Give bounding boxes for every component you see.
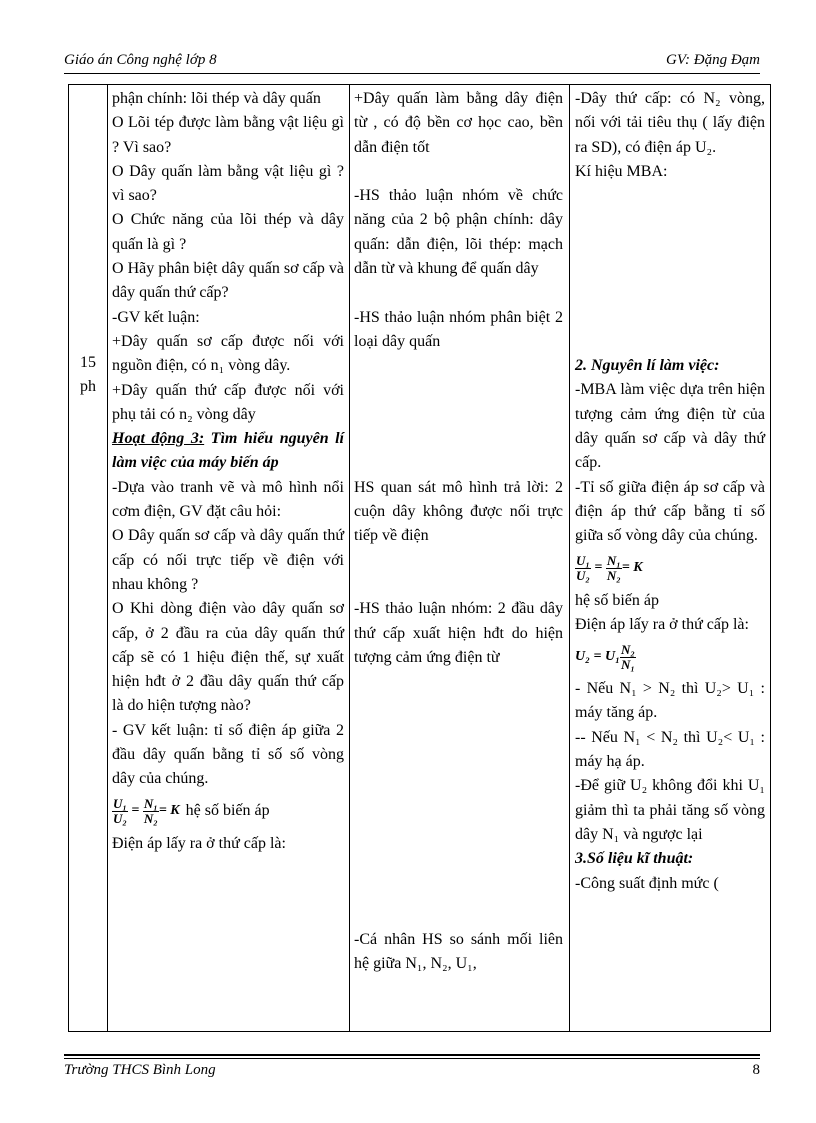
- fraction: [112, 797, 128, 826]
- teacher-line: O Hãy phân biệt dây quấn sơ cấp và dây quấn thứ cấp?: [112, 260, 344, 302]
- column-divider: [569, 85, 570, 1031]
- time-value: 15: [80, 354, 96, 371]
- student-line: -Cá nhân HS so sánh mối liên hệ giữa N₁, N₂, U₁,: [354, 931, 563, 973]
- content-line: - Nếu N₁ > N₂ thì U₂> U₁ : máy tăng áp.: [575, 680, 765, 722]
- teacher-line: O Khi dòng điện vào dây quấn sơ cấp, ở 2 đầu ra của dây quấn thứ cấp sẽ có 1 hiệu điện thế, sự xuất hiện hđt ở 2 đầu dây quấn thứ cấp là do hiện tượng nào?: [112, 600, 344, 715]
- equals-k: = K: [621, 560, 643, 576]
- fraction: [575, 554, 591, 583]
- fraction: [620, 643, 636, 672]
- content-line: Điện áp lấy ra ở thứ cấp là:: [575, 615, 749, 633]
- activity-title: Tìm hiểu nguyên lí làm việc của máy biến áp: [112, 430, 345, 472]
- numerator: U₁: [576, 553, 590, 569]
- teacher-line: O Chức năng của lõi thép và dây quấn là gì ?: [112, 211, 344, 253]
- header-rule: [64, 73, 760, 74]
- student-line: HS quan sát mô hình trả lời: 2 cuộn dây không được nối trực tiếp về điện: [354, 478, 563, 545]
- page-footer: [64, 1062, 760, 1082]
- column-divider: [349, 85, 350, 1031]
- fraction: [606, 554, 622, 583]
- section-heading: 2. Nguyên lí làm việc:: [575, 357, 720, 375]
- teacher-line: O Dây quấn làm bằng vật liệu gì ? vì sao?: [112, 162, 344, 205]
- denominator: U₂: [576, 568, 590, 584]
- denominator: N₂: [143, 811, 158, 827]
- lesson-table: [68, 84, 771, 1032]
- activity-heading: [112, 427, 344, 476]
- denominator: U₂: [113, 811, 127, 827]
- student-activity-column: [354, 87, 563, 977]
- content-line: -Dây thứ cấp: có N₂ vòng, nối với tải tiêu thụ ( lấy điện ra SD), có điện áp U₂.: [575, 90, 765, 156]
- teacher-line: +Dây quấn sơ cấp được nối với nguồn điện, có n₁ vòng dây.: [112, 332, 344, 375]
- column-divider: [107, 85, 108, 1031]
- numerator: N₁: [143, 796, 158, 812]
- content-line: hệ số biến áp: [575, 591, 659, 609]
- teacher-line: O Lõi tép được làm bằng vật liệu gì ? Vì sao?: [112, 114, 344, 156]
- teacher-activity-column: [112, 87, 344, 856]
- ratio-formula: $\frac{\text{U₁}}{\text{U₂}}$ = $\frac{\text{N₁}}{\text{N₂}}$ = K hệ số biến áp: [113, 796, 270, 827]
- time-cell: [69, 351, 107, 400]
- student-line: -HS thảo luận nhóm phân biệt 2 loại dây quấn: [354, 308, 563, 350]
- content-line: Kí hiệu MBA:: [575, 162, 668, 180]
- teacher-line: -GV kết luận:: [112, 308, 200, 326]
- page-header: [64, 52, 760, 72]
- numerator: U₁: [113, 796, 127, 812]
- denominator: N₂: [606, 568, 621, 584]
- numerator: N₁: [606, 553, 621, 569]
- footer-school: Trường THCS Bình Long: [64, 1062, 216, 1078]
- content-line: -MBA làm việc dựa trên hiện tượng cảm ứng điện từ của dây quấn sơ cấp và dây thứ cấp.: [575, 381, 765, 472]
- section-heading: 3.Số liệu kĩ thuật:: [575, 850, 694, 868]
- fraction: [143, 797, 159, 826]
- ratio-formula: $\frac{\text{U₁}}{\text{U₂}}$ = $\frac{\text{N₁}}{\text{N₂}}$ = K: [576, 553, 643, 584]
- student-line: -HS thảo luận nhóm về chức năng của 2 bộ phận chính: dây quấn: dẫn điện, lõi thép: mạch dẫn từ và khung để quấn dây: [354, 187, 563, 278]
- header-right: GV: Đặng Đạm: [665, 52, 760, 68]
- numerator: N₂: [620, 641, 635, 657]
- page-number: 8: [752, 1062, 760, 1078]
- content-line: -Để giữ U₂ không đổi khi U₁ giảm thì ta phải tăng số vòng dây N₁ và ngược lại: [575, 777, 765, 843]
- content-line: -- Nếu N₁ < N₂ thì U₂< U₁ : máy hạ áp.: [575, 728, 765, 771]
- footer-rule-thin: [64, 1058, 760, 1059]
- student-line: +Dây quấn làm bằng dây điện từ , có độ bền cơ học cao, bền dẫn điện tốt: [354, 90, 563, 156]
- teacher-line: +Dây quấn thứ cấp được nối với phụ tải có n₂ vòng dây: [112, 381, 344, 423]
- content-line: -Công suất định mức (: [575, 874, 719, 892]
- footer-rule: [64, 1054, 760, 1056]
- activity-label: Hoạt động 3:: [112, 430, 205, 448]
- content-line: -Tỉ số giữa điện áp sơ cấp và điện áp thứ cấp bằng tỉ số giữa số vòng dây của chúng.: [575, 478, 765, 545]
- formula-caption: hệ số biến áp: [185, 802, 270, 820]
- formula-lhs: U₂ = U₁: [575, 649, 620, 664]
- equals-k: = K: [158, 803, 180, 819]
- denominator: N₁: [620, 656, 635, 672]
- teacher-line: O Dây quấn sơ cấp và dây quấn thứ cấp có nối trực tiếp về điện với nhau không ?: [112, 527, 344, 593]
- output-voltage-formula: [575, 637, 765, 677]
- teacher-line: -Dựa vào tranh vẽ và mô hình nổi cơm điện, GV đặt câu hỏi:: [112, 478, 344, 521]
- student-line: -HS thảo luận nhóm: 2 đầu dây thứ cấp xuất hiện hđt do hiện tượng cảm ứng điện từ: [354, 600, 563, 666]
- content-column: [575, 87, 765, 896]
- header-left: Giáo án Công nghệ lớp 8: [64, 52, 217, 68]
- teacher-line: Điện áp lấy ra ở thứ cấp là:: [112, 834, 286, 852]
- teacher-line: phận chính: lõi thép và dây quấn: [112, 90, 321, 107]
- time-unit: ph: [80, 378, 96, 396]
- teacher-line: - GV kết luận: tỉ số điện áp giữa 2 đầu dây quấn bằng tỉ số số vòng dây của chúng.: [112, 721, 344, 788]
